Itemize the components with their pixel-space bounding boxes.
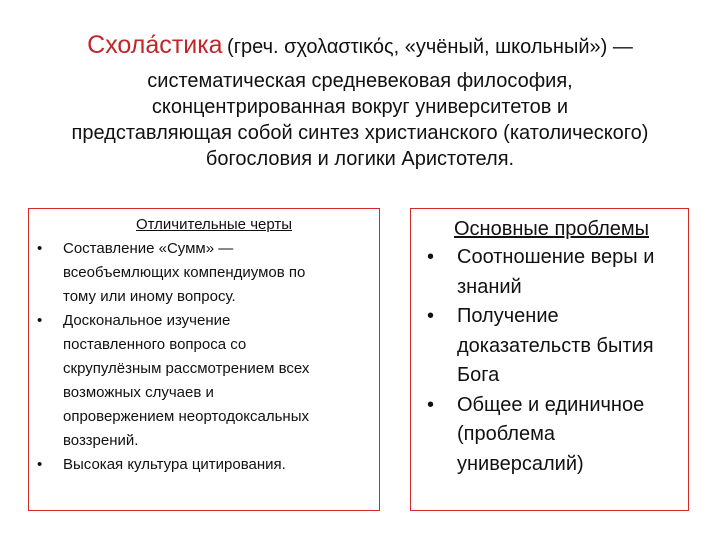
problem-line: (проблема bbox=[457, 423, 555, 445]
problem-item bbox=[423, 302, 680, 391]
bullet-icon: • bbox=[427, 246, 435, 268]
feature-line: возможных случаев и bbox=[63, 384, 214, 401]
bullet-icon: • bbox=[427, 305, 435, 327]
feature-line: тому или иному вопросу. bbox=[63, 288, 236, 305]
term-title: Схола́стика bbox=[87, 31, 223, 59]
bullet-icon: • bbox=[37, 312, 43, 329]
feature-line: скрупулёзным рассмотрением всех bbox=[63, 360, 310, 377]
problem-item bbox=[423, 243, 680, 302]
feature-line: воззрений. bbox=[63, 432, 139, 449]
title-line bbox=[20, 30, 700, 64]
features-list bbox=[35, 237, 369, 477]
problem-line: Соотношение веры и bbox=[457, 246, 655, 268]
title-block bbox=[20, 30, 700, 172]
problem-line: Бога bbox=[457, 364, 500, 386]
problems-heading: Основные проблемы bbox=[454, 218, 649, 240]
feature-item bbox=[35, 237, 369, 309]
features-heading: Отличительные черты bbox=[135, 216, 293, 233]
feature-item bbox=[35, 309, 369, 453]
feature-line: Составление «Сумм» — bbox=[63, 240, 234, 257]
term-etymology: (греч. σχολαστικός, «учёный, школьный») — bbox=[227, 36, 633, 58]
problem-line: знаний bbox=[457, 275, 522, 298]
problem-line: доказательств бытия bbox=[457, 334, 654, 357]
bullet-icon: • bbox=[37, 456, 43, 473]
features-box bbox=[28, 208, 380, 511]
bullet-icon: • bbox=[37, 240, 43, 257]
definition-line: систематическая средневековая философия, bbox=[147, 70, 573, 92]
feature-line: всеобъемлющих компендиумов по bbox=[63, 264, 306, 281]
definition-line: представляющая собой синтез христианского (католического) bbox=[71, 122, 649, 144]
problem-line: Общее и единичное bbox=[457, 393, 645, 416]
feature-line: поставленного вопроса со bbox=[63, 336, 247, 353]
feature-item bbox=[35, 453, 369, 477]
term-definition bbox=[20, 68, 700, 172]
bullet-icon: • bbox=[427, 393, 435, 416]
feature-line: Доскональное изучение bbox=[63, 312, 231, 329]
feature-line: опровержением неортодоксальных bbox=[63, 408, 309, 425]
problems-box bbox=[410, 208, 689, 511]
definition-line: богословия и логики Аристотеля. bbox=[205, 148, 515, 170]
problem-line: универсалий) bbox=[457, 452, 584, 475]
feature-line: Высокая культура цитирования. bbox=[63, 456, 286, 473]
problem-item bbox=[423, 391, 680, 480]
problems-list bbox=[423, 243, 680, 479]
definition-line: сконцентрированная вокруг университетов и bbox=[151, 96, 569, 118]
problem-line: Получение bbox=[457, 305, 559, 327]
